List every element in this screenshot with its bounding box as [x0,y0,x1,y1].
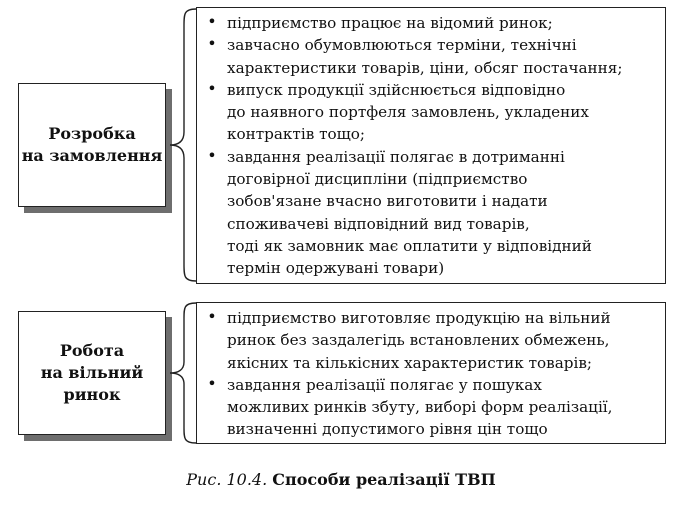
figure-number: Рис. 10.4. [186,470,268,489]
description-box-free-market [196,302,666,444]
figure-caption [0,470,682,489]
description-box-made-to-order [196,7,666,284]
label-line: на вільний [40,363,144,382]
bullet-icon: • [207,78,217,98]
bullet-icon: • [207,145,217,165]
list-item: • завдання реалізації полягає в дотриманні договірної дисципліни (підприємство зобов'язане вчасно виготовити і надати споживачеві відповідний вид товарів, тоді як замовник має оплатити у відповідний термін одержувані товари) [207,145,592,278]
list-item: • випуск продукції здійснюється відповідно до наявного портфеля замовлень, укладених контрактів тощо; [207,78,589,144]
label-box-made-to-order [18,83,166,207]
list-item: • підприємство працює на відомий ринок; [207,12,553,32]
label-line: ринок [63,385,121,404]
label-box-free-market [18,311,166,435]
list-item: • завчасно обумовлюються терміни, технічні характеристики товарів, ціни, обсяг постачання; [207,34,623,77]
label-line: Розробка [48,124,136,143]
left-brace-icon [166,8,200,282]
figure-title: Способи реалізації ТВП [272,470,496,489]
list-item: • завдання реалізації полягає у пошуках можливих ринків збуту, виборі форм реалізації, визначенні допустимого рівня цін тощо [207,373,613,439]
bullet-icon: • [207,34,217,54]
label-line: Робота [59,341,125,360]
list-item: • підприємство виготовляє продукцію на вільний ринок без заздалегідь встановлених обмежень, якісних та кількісних характеристик товарів; [207,307,611,372]
bullet-icon: • [207,12,217,31]
bullet-icon: • [207,373,217,393]
label-line: на замовлення [21,146,163,165]
left-brace-icon [166,302,200,444]
bullet-icon: • [207,307,217,326]
